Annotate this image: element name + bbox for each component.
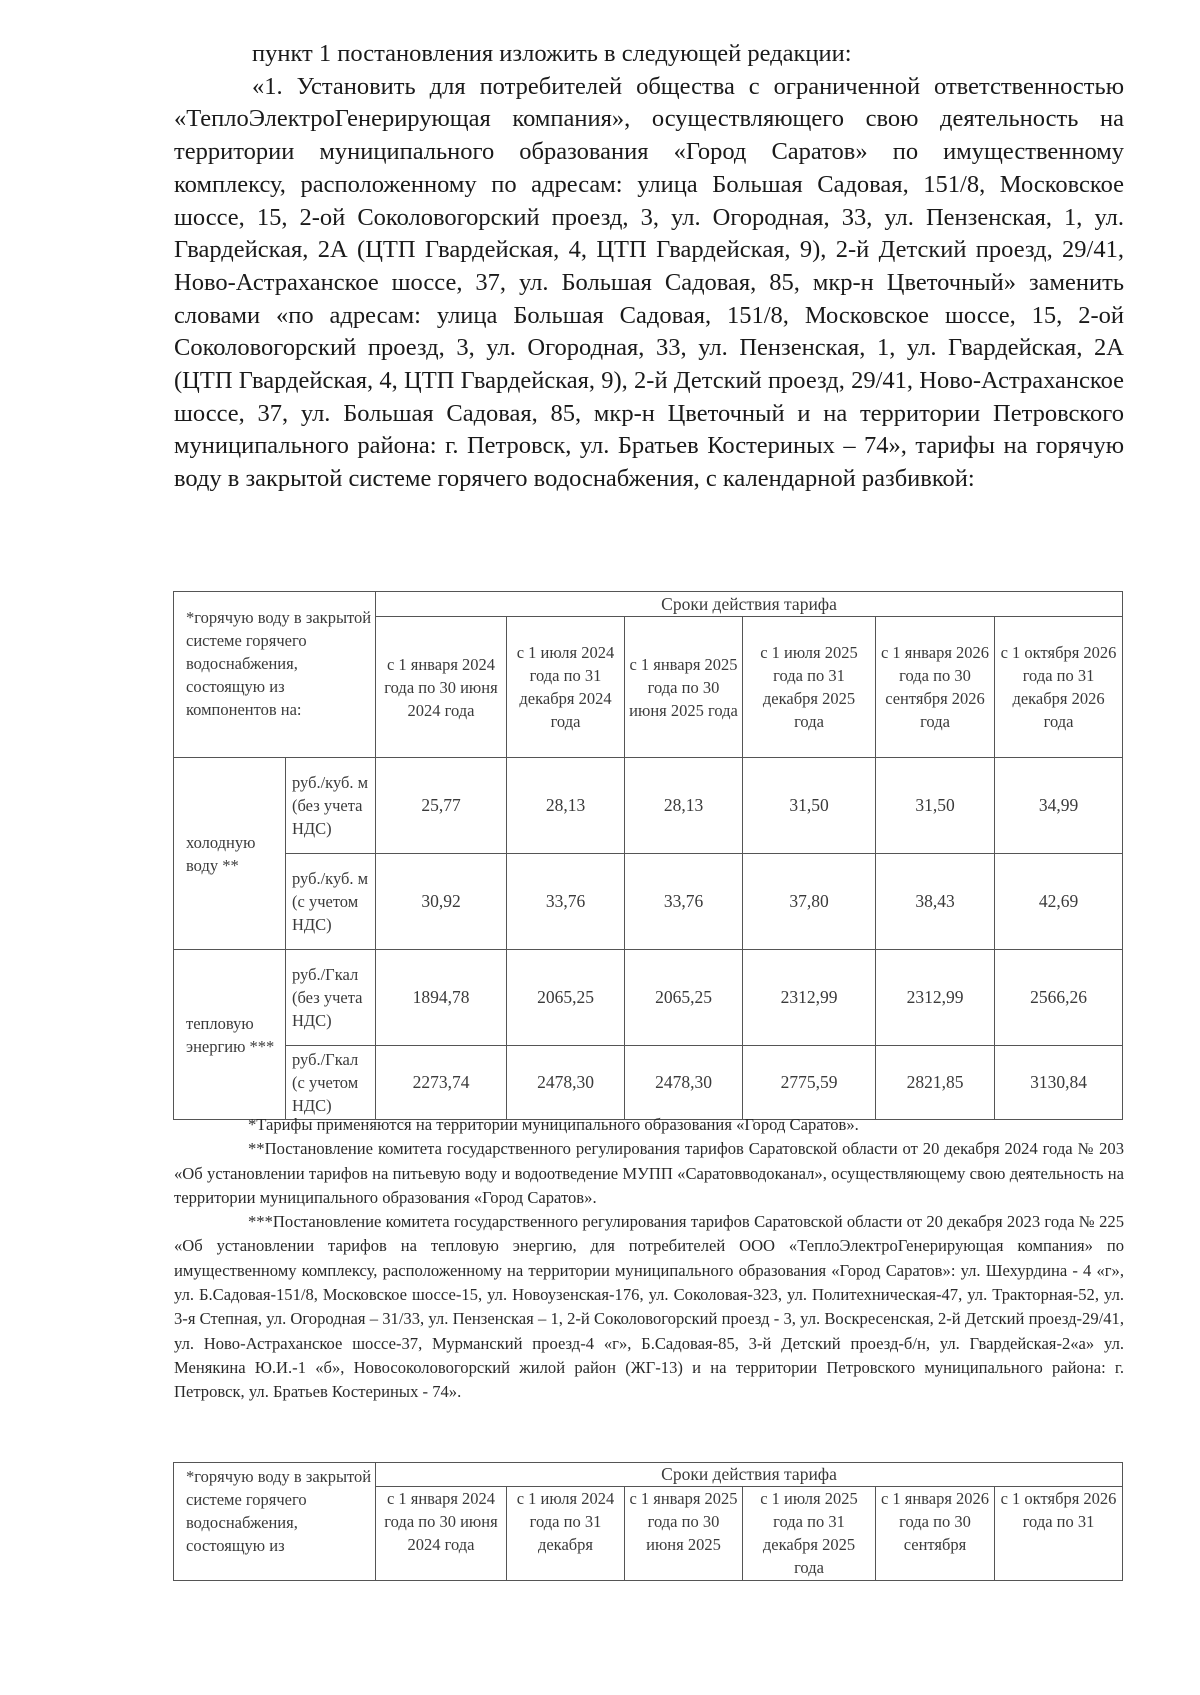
group-label: тепловую энергию ***	[174, 950, 286, 1120]
unit-cell: руб./Гкал (с учетом НДС)	[286, 1046, 376, 1120]
value-cell: 38,43	[876, 854, 995, 950]
value-cell: 25,77	[376, 758, 507, 854]
value-cell: 2312,99	[876, 950, 995, 1046]
value-cell: 2065,25	[625, 950, 743, 1046]
value-cell: 30,92	[376, 854, 507, 950]
value-cell: 2821,85	[876, 1046, 995, 1120]
period-group-header: Сроки действия тарифа	[376, 592, 1123, 617]
footnote-1: *Тарифы применяются на территории муниципального образования «Город Саратов».	[248, 1115, 859, 1134]
value-cell: 2775,59	[743, 1046, 876, 1120]
table-row	[174, 758, 1123, 854]
period-header: с 1 июля 2025 года по 31 декабря 2025 года	[743, 617, 876, 758]
value-cell: 31,50	[743, 758, 876, 854]
period-header: с 1 июля 2024 года по 31 декабря 2024 года	[507, 617, 625, 758]
unit-cell: руб./Гкал (без учета НДС)	[286, 950, 376, 1046]
unit-cell: руб./куб. м (с учетом НДС)	[286, 854, 376, 950]
period-header: с 1 июля 2025 года по 31 декабря 2025 года	[743, 1487, 876, 1581]
value-cell: 2566,26	[995, 950, 1123, 1046]
value-cell: 33,76	[625, 854, 743, 950]
row-header-cell: *горячую воду в закрытой системе горячего водоснабжения, состоящую из	[174, 1463, 376, 1581]
value-cell: 42,69	[995, 854, 1123, 950]
period-group-header: Сроки действия тарифа	[376, 1463, 1123, 1487]
tariff-table	[173, 591, 1123, 1120]
value-cell: 2273,74	[376, 1046, 507, 1120]
value-cell: 2478,30	[625, 1046, 743, 1120]
value-cell: 2065,25	[507, 950, 625, 1046]
table-row	[174, 950, 1123, 1046]
value-cell: 2312,99	[743, 950, 876, 1046]
period-header: с 1 января 2025 года по 30 июня 2025 года	[625, 617, 743, 758]
value-cell: 34,99	[995, 758, 1123, 854]
value-cell: 31,50	[876, 758, 995, 854]
group-label: холодную воду **	[174, 758, 286, 950]
table-row	[174, 1046, 1123, 1120]
period-header: с 1 января 2026 года по 30 сентября	[876, 1487, 995, 1581]
period-header: с 1 октября 2026 года по 31 декабря 2026 года	[995, 617, 1123, 758]
period-header: с 1 октября 2026 года по 31	[995, 1487, 1123, 1581]
unit-cell: руб./куб. м (без учета НДС)	[286, 758, 376, 854]
row-header-cell: *горячую воду в закрытой системе горячего водоснабжения, состоящую из компонентов на:	[174, 592, 376, 758]
footnote-2: **Постановление комитета государственного регулирования тарифов Саратовской области от 20 декабря 2024 года № 203 «Об установлении тарифов на питьевую воду и водоотведение МУПП «Саратовводоканал», осуществляющему свою деятельность на территории муниципального образования «Город Саратов».	[174, 1139, 1124, 1207]
footnotes	[174, 1113, 1124, 1405]
period-header: с 1 июля 2024 года по 31 декабря	[507, 1487, 625, 1581]
value-cell: 1894,78	[376, 950, 507, 1046]
table-row	[174, 854, 1123, 950]
value-cell: 37,80	[743, 854, 876, 950]
value-cell: 3130,84	[995, 1046, 1123, 1120]
main-paragraph: «1. Установить для потребителей общества с ограниченной ответственностью «ТеплоЭлектроГенерирующая компания», осуществляющего свою деятельность на территории муниципального образования «Город Саратов» по имущественному комплексу, расположенному по адресам: улица Большая Садовая, 151/8, Московское шоссе, 15, 2-ой Соколовогорский проезд, 3, ул. Огородная, 33, ул. Пензенская, 1, ул. Гвардейская, 2А (ЦТП Гвардейская, 4, ЦТП Гвардейская, 9), 2-й Детский проезд, 29/41, Ново-Астраханское шоссе, 37, ул. Большая Садовая, 85, мкр-н Цветочный» заменить словами «по адресам: улица Большая Садовая, 151/8, Московское шоссе, 15, 2-ой Соколовогорский проезд, 3, ул. Огородная, 33, ул. Пензенская, 1, ул. Гвардейская, 2А (ЦТП Гвардейская, 4, ЦТП Гвардейская, 9), 2-й Детский проезд, 29/41, Ново-Астраханское шоссе, 37, ул. Большая Садовая, 85, мкр-н Цветочный и на территории Петровского муниципального района: г. Петровск, ул. Братьев Костериных – 74», тарифы на горячую воду в закрытой системе горячего водоснабжения, с календарной разбивкой:	[174, 72, 1124, 493]
value-cell: 28,13	[625, 758, 743, 854]
intro-line: пункт 1 постановления изложить в следующей редакции:	[252, 40, 852, 67]
body-text	[174, 38, 1124, 496]
period-header: с 1 января 2025 года по 30 июня 2025	[625, 1487, 743, 1581]
footnote-3: ***Постановление комитета государственного регулирования тарифов Саратовской области от 20 декабря 2023 года № 225 «Об установлении тарифов на тепловую энергию, для потребителей ООО «ТеплоЭлектроГенерирующая компания» по имущественному комплексу, расположенному на территории муниципального образования «Город Саратов»: ул. Шехурдина - 4 «г», ул. Б.Садовая-151/8, Московское шоссе-15, ул. Новоузенская-176, ул. Соколовая-323, ул. Политехническая-47, ул. Тракторная-52, ул. 3-я Степная, ул. Огородная – 31/33, ул. Пензенская – 1, 2-й Соколовогорский проезд - 3, ул. Воскресенская, 2-й Детский проезд-29/41, ул. Ново-Астраханское шоссе-37, Мурманский проезд-4 «г», Б.Садовая-85, 3-й Детский проезд-б/н, ул. Гвардейская-2«а» ул. Менякина Ю.И.-1 «б», Новосоколовогорский жилой район (ЖГ-13) и на территории Петровского муниципального района: г. Петровск, ул. Братьев Костериных - 74».	[174, 1212, 1124, 1402]
value-cell: 28,13	[507, 758, 625, 854]
value-cell: 2478,30	[507, 1046, 625, 1120]
period-header: с 1 января 2026 года по 30 сентября 2026 года	[876, 617, 995, 758]
value-cell: 33,76	[507, 854, 625, 950]
tariff-table-continued	[173, 1462, 1123, 1581]
period-header: с 1 января 2024 года по 30 июня 2024 года	[376, 1487, 507, 1581]
period-header: с 1 января 2024 года по 30 июня 2024 года	[376, 617, 507, 758]
